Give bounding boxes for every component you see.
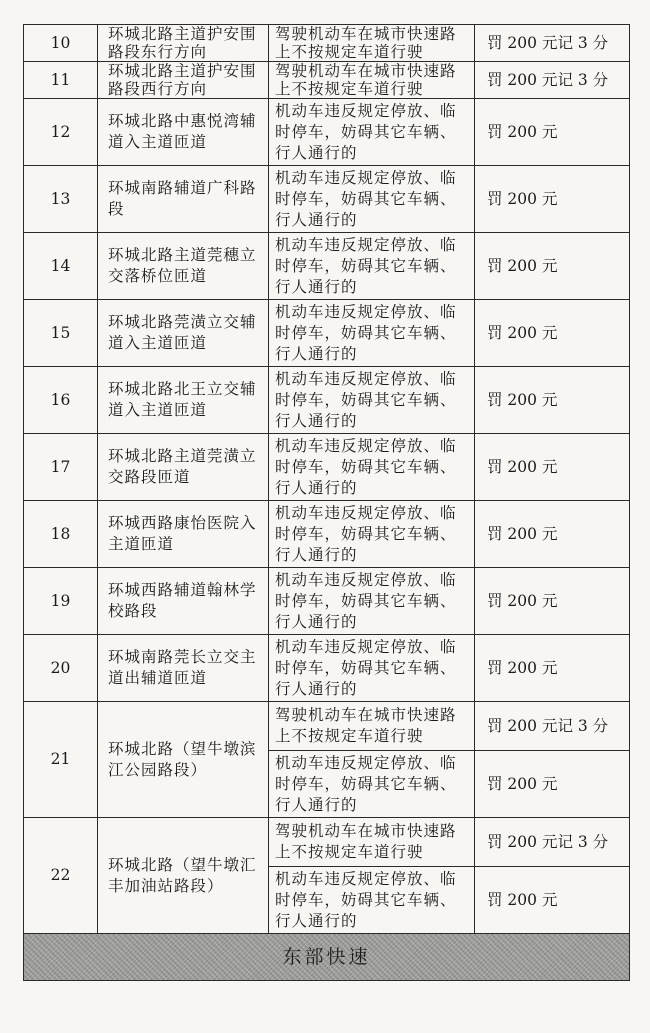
- table-row: [24, 62, 630, 99]
- table-row: [24, 501, 630, 568]
- row-number: 10: [24, 25, 98, 62]
- location-cell: 环城北路主道护安围路段东行方向: [98, 25, 269, 62]
- penalty-cell: 罚 200 元记 3 分: [475, 25, 630, 62]
- location-cell: 环城北路（望牛墩滨江公园路段）: [98, 702, 269, 818]
- penalty-cell: 罚 200 元: [475, 367, 630, 434]
- location-cell: 环城西路康怡医院入主道匝道: [98, 501, 269, 568]
- location-cell: 环城西路辅道翰林学校路段: [98, 568, 269, 635]
- violation-cell: 驾驶机动车在城市快速路上不按规定车道行驶: [269, 62, 475, 99]
- location-cell: 环城北路北王立交辅道入主道匝道: [98, 367, 269, 434]
- row-number: 11: [24, 62, 98, 99]
- violation-cell: 机动车违反规定停放、临时停车，妨碍其它车辆、行人通行的: [269, 367, 475, 434]
- row-number: 17: [24, 434, 98, 501]
- violation-table: [23, 24, 630, 981]
- table-row: [24, 568, 630, 635]
- penalty-cell: 罚 200 元: [475, 867, 630, 934]
- table-row: [24, 99, 630, 166]
- row-number: 18: [24, 501, 98, 568]
- row-number: 14: [24, 233, 98, 300]
- row-number: 12: [24, 99, 98, 166]
- row-number: 13: [24, 166, 98, 233]
- location-cell: 环城北路中惠悦湾辅道入主道匝道: [98, 99, 269, 166]
- table-row: [24, 434, 630, 501]
- section-title: 东部快速: [24, 934, 630, 981]
- violation-cell: 机动车违反规定停放、临时停车，妨碍其它车辆、行人通行的: [269, 300, 475, 367]
- penalty-cell: 罚 200 元: [475, 233, 630, 300]
- penalty-cell: 罚 200 元: [475, 501, 630, 568]
- violation-cell: 机动车违反规定停放、临时停车，妨碍其它车辆、行人通行的: [269, 166, 475, 233]
- row-number: 20: [24, 635, 98, 702]
- table-row: [24, 818, 630, 867]
- table-row: [24, 300, 630, 367]
- penalty-cell: 罚 200 元: [475, 99, 630, 166]
- table-row: [24, 702, 630, 751]
- location-cell: 环城北路主道护安围路段西行方向: [98, 62, 269, 99]
- table-row: [24, 233, 630, 300]
- location-cell: 环城北路莞潢立交辅道入主道匝道: [98, 300, 269, 367]
- penalty-cell: 罚 200 元记 3 分: [475, 818, 630, 867]
- violation-cell: 驾驶机动车在城市快速路上不按规定车道行驶: [269, 702, 475, 751]
- penalty-cell: 罚 200 元记 3 分: [475, 702, 630, 751]
- penalty-cell: 罚 200 元记 3 分: [475, 62, 630, 99]
- location-cell: 环城北路（望牛墩汇丰加油站路段）: [98, 818, 269, 934]
- penalty-cell: 罚 200 元: [475, 300, 630, 367]
- table-row: [24, 166, 630, 233]
- row-number: 16: [24, 367, 98, 434]
- row-number: 19: [24, 568, 98, 635]
- location-cell: 环城北路主道莞潢立交路段匝道: [98, 434, 269, 501]
- row-number: 21: [24, 702, 98, 818]
- penalty-cell: 罚 200 元: [475, 751, 630, 818]
- penalty-cell: 罚 200 元: [475, 568, 630, 635]
- violation-cell: 机动车违反规定停放、临时停车，妨碍其它车辆、行人通行的: [269, 751, 475, 818]
- table-row: [24, 635, 630, 702]
- penalty-cell: 罚 200 元: [475, 635, 630, 702]
- row-number: 22: [24, 818, 98, 934]
- location-cell: 环城南路辅道广科路段: [98, 166, 269, 233]
- violation-cell: 机动车违反规定停放、临时停车，妨碍其它车辆、行人通行的: [269, 635, 475, 702]
- section-header-row: [24, 934, 630, 981]
- violation-cell: 驾驶机动车在城市快速路上不按规定车道行驶: [269, 25, 475, 62]
- table-row: [24, 25, 630, 62]
- violation-cell: 驾驶机动车在城市快速路上不按规定车道行驶: [269, 818, 475, 867]
- violation-cell: 机动车违反规定停放、临时停车，妨碍其它车辆、行人通行的: [269, 501, 475, 568]
- violation-cell: 机动车违反规定停放、临时停车，妨碍其它车辆、行人通行的: [269, 867, 475, 934]
- penalty-cell: 罚 200 元: [475, 166, 630, 233]
- row-number: 15: [24, 300, 98, 367]
- location-cell: 环城南路莞长立交主道出辅道匝道: [98, 635, 269, 702]
- violation-cell: 机动车违反规定停放、临时停车，妨碍其它车辆、行人通行的: [269, 99, 475, 166]
- location-cell: 环城北路主道莞穗立交落桥位匝道: [98, 233, 269, 300]
- violation-cell: 机动车违反规定停放、临时停车，妨碍其它车辆、行人通行的: [269, 434, 475, 501]
- violation-cell: 机动车违反规定停放、临时停车，妨碍其它车辆、行人通行的: [269, 233, 475, 300]
- penalty-cell: 罚 200 元: [475, 434, 630, 501]
- violation-cell: 机动车违反规定停放、临时停车，妨碍其它车辆、行人通行的: [269, 568, 475, 635]
- table-row: [24, 367, 630, 434]
